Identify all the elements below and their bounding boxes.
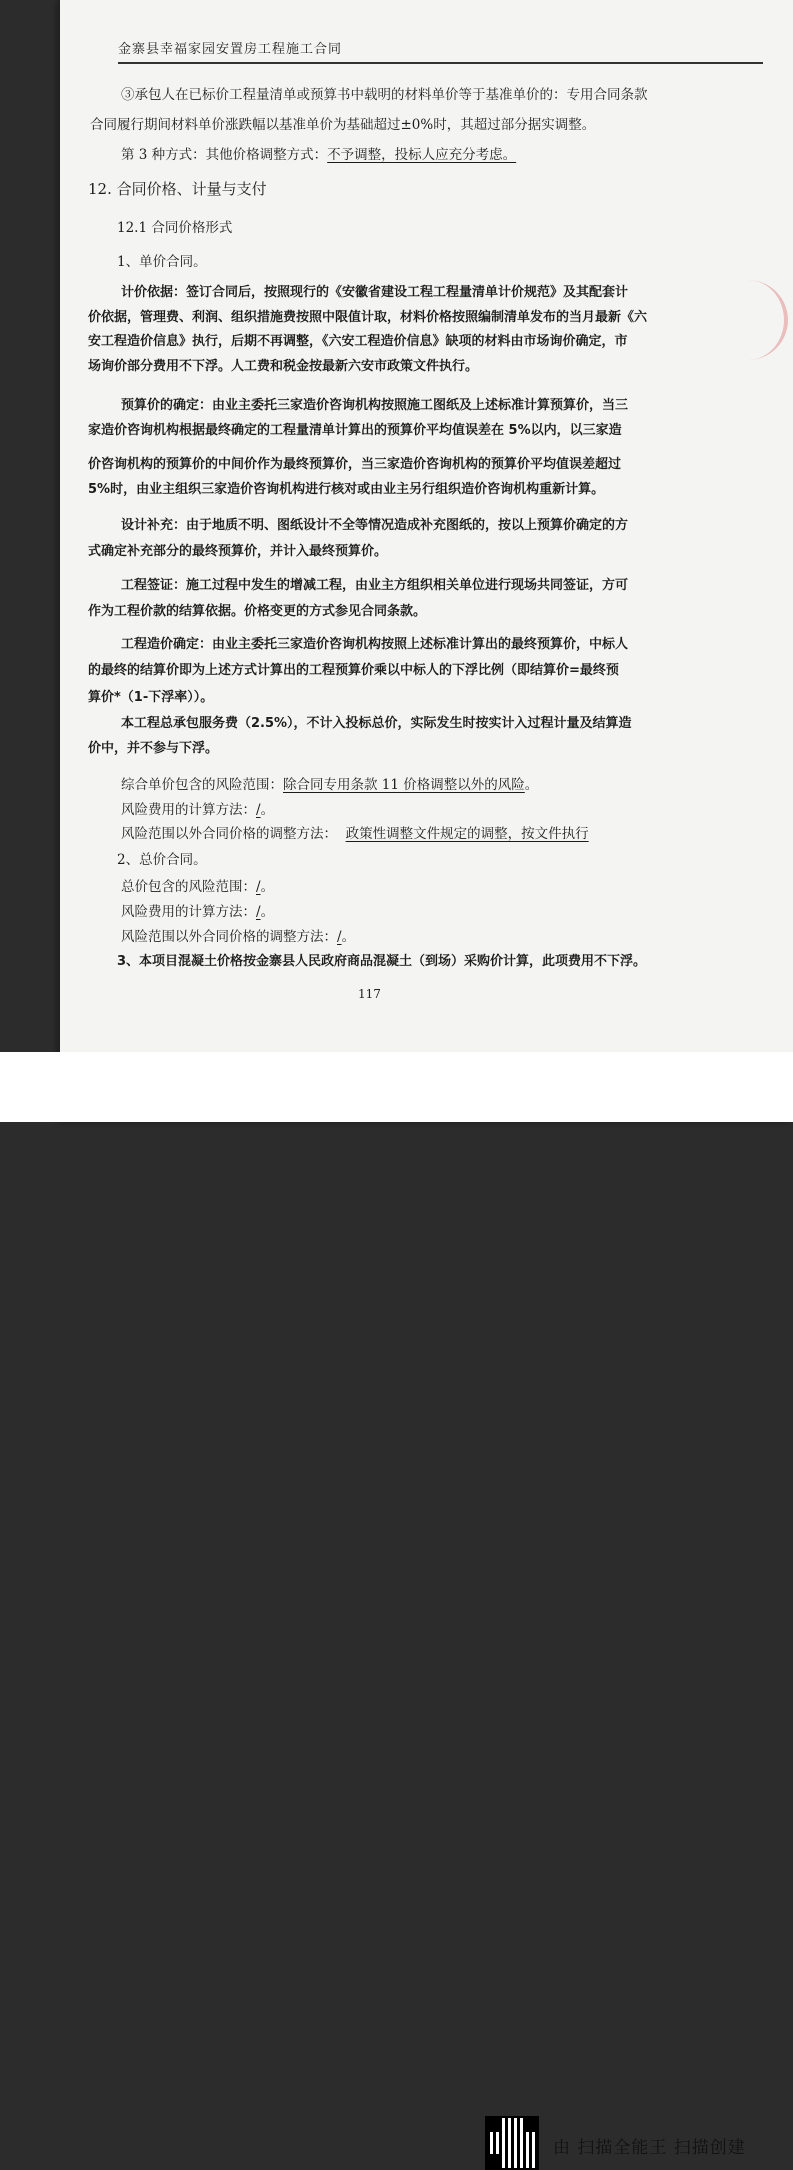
text-line: 第 3 种方式：其他价格调整方式：不予调整，投标人应充分考虑。: [121, 147, 517, 163]
text-line: 式确定补充部分的最终预算价，并计入最终预算价。: [88, 544, 388, 559]
text-line: 风险费用的计算方法：/。: [121, 904, 275, 920]
text-line: 风险费用的计算方法：/。: [121, 802, 275, 818]
text-line: 算价*（1-下浮率））。: [88, 690, 214, 705]
text-line: 风险范围以外合同价格的调整方法：/。: [121, 929, 356, 945]
filled-blank: /: [256, 904, 261, 920]
qr-code-icon: [485, 2116, 539, 2170]
item-heading: 2、总价合同。: [117, 852, 207, 868]
text-line: 风险范围以外合同价格的调整方法： 政策性调整文件规定的调整，按文件执行: [121, 826, 589, 842]
text-line: 作为工程价款的结算依据。价格变更的方式参见合同条款。: [88, 604, 427, 619]
filled-blank: 不予调整，投标人应充分考虑。: [327, 147, 517, 163]
text-line: 合同履行期间材料单价涨跌幅以基准单价为基础超过±0%时，其超过部分据实调整。: [90, 117, 596, 133]
text-line: 安工程造价信息》执行，后期不再调整，《六安工程造价信息》缺项的材料由市场询价确定，市: [88, 334, 628, 349]
running-header: 金寨县幸福家园安置房工程施工合同: [118, 42, 343, 57]
text-line: 价依据，管理费、利润、组织措施费按照中限值计取，材料价格按照编制清单发布的当月最新《六: [88, 310, 648, 325]
red-seal-stamp: [728, 280, 788, 360]
text-line: 工程签证：施工过程中发生的增减工程，由业主方组织相关单位进行现场共同签证，方可: [121, 578, 629, 593]
text-line: 综合单价包含的风险范围：除合同专用条款 11 价格调整以外的风险。: [121, 777, 539, 793]
text-line: 计价依据：签订合同后，按照现行的《安徽省建设工程工程量清单计价规范》及其配套计: [121, 285, 629, 300]
scanner-watermark-bar: [0, 1052, 793, 2158]
text-line: 场询价部分费用不下浮。人工费和税金按最新六安市政策文件执行。: [88, 359, 479, 374]
subsection-heading: 12.1 合同价格形式: [117, 220, 233, 236]
text-line: 价咨询机构的预算价的中间价作为最终预算价，当三家造价咨询机构的预算价平均值误差超过: [88, 457, 622, 472]
text-line: 价中，并不参与下浮。: [88, 741, 219, 756]
text-line: 5%时，由业主组织三家造价咨询机构进行核对或由业主另行组织造价咨询机构重新计算。: [88, 482, 605, 497]
text-line: 3、本项目混凝土价格按金寨县人民政府商品混凝土（到场）采购价计算，此项费用不下浮。: [117, 954, 647, 969]
text-line: 的最终的结算价即为上述方式计算出的工程预算价乘以中标人的下浮比例（即结算价=最终预: [88, 663, 619, 678]
filled-blank: /: [337, 929, 342, 945]
text-line: 预算价的确定：由业主委托三家造价咨询机构按照施工图纸及上述标准计算预算价，当三: [121, 398, 629, 413]
watermark-text: 由 扫描全能王 扫描创建: [553, 2138, 746, 2158]
item-heading: 1、单价合同。: [117, 254, 207, 270]
text-line: 家造价咨询机构根据最终确定的工程量清单计算出的预算价平均值误差在 5%以内，以三家造: [88, 423, 622, 438]
filled-blank: 政策性调整文件规定的调整，按文件执行: [345, 826, 589, 842]
text-line: 设计补充：由于地质不明、图纸设计不全等情况造成补充图纸的，按以上预算价确定的方: [121, 518, 629, 533]
page-number: 117: [358, 987, 381, 1001]
text-line: 工程造价确定：由业主委托三家造价咨询机构按照上述标准计算出的最终预算价，中标人: [121, 637, 629, 652]
text-line: ③承包人在已标价工程量清单或预算书中载明的材料单价等于基准单价的：专用合同条款: [121, 87, 648, 103]
filled-blank: /: [256, 879, 261, 895]
text-line: 本工程总承包服务费（2.5%），不计入投标总价，实际发生时按实计入过程计量及结算造: [121, 716, 632, 731]
filled-blank: 除合同专用条款 11 价格调整以外的风险: [283, 777, 525, 793]
text-line: 总价包含的风险范围：/。: [121, 879, 275, 895]
filled-blank: /: [256, 802, 261, 818]
header-divider: [118, 62, 763, 64]
section-heading: 12. 合同价格、计量与支付: [88, 180, 267, 198]
